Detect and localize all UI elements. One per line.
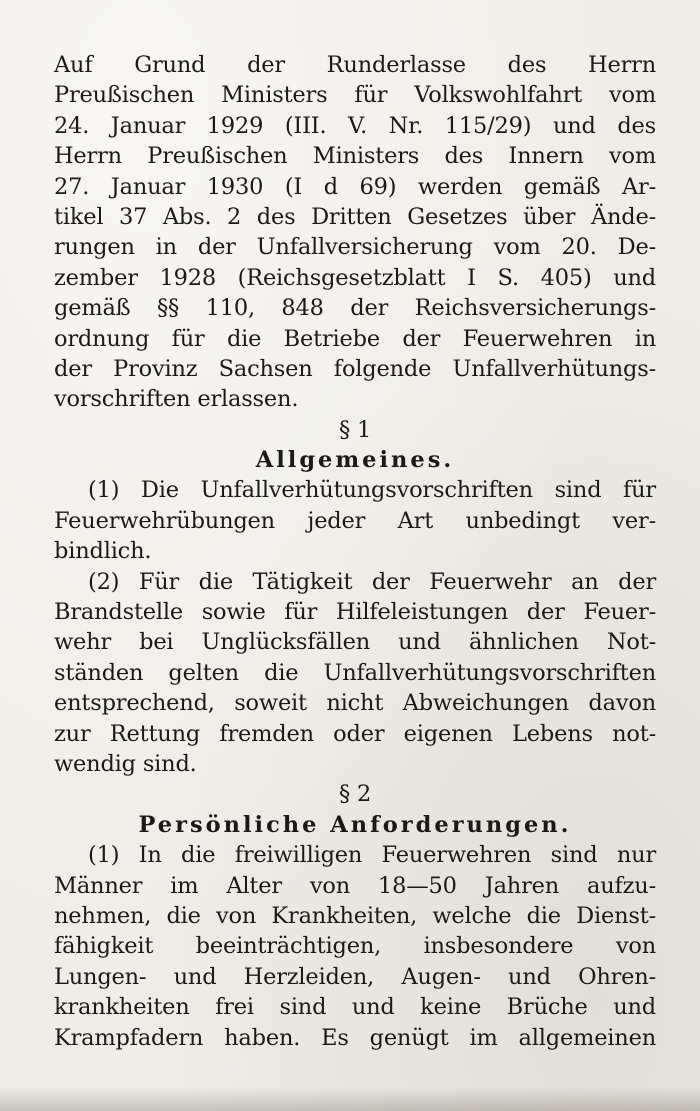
section-2 xyxy=(54,779,656,1053)
section-title: Allgemeines. xyxy=(255,447,455,474)
intro-paragraph xyxy=(54,50,656,415)
text-line: entsprechend, soweit nicht Abweichungen davon xyxy=(54,690,656,717)
text-line: (2) Für die Tätigkeit der Feuerwehr an der xyxy=(88,568,656,595)
document-text xyxy=(54,50,656,1053)
text-line: Männer im Alter von 18—50 Jahren aufzu- xyxy=(54,872,656,899)
text-line: 27. Januar 1930 (I d 69) werden gemäß Ar- xyxy=(54,173,656,200)
text-line: Lungen- und Herzleiden, Augen- und Ohren- xyxy=(54,963,656,990)
text-line: ordnung für die Betriebe der Feuerwehren in xyxy=(54,325,656,352)
text-line: krankheiten frei sind und keine Brüche und xyxy=(54,994,656,1021)
section-number: § 2 xyxy=(338,781,372,808)
text-line: fähigkeit beeinträchtigen, insbesondere von xyxy=(54,933,656,960)
text-line: Preußischen Ministers für Volkswohlfahrt vom xyxy=(54,82,656,109)
text-line: bindlich. xyxy=(54,538,152,565)
text-line: Auf Grund der Runderlasse des Herrn xyxy=(54,52,656,78)
text-line: der Provinz Sachsen folgende Unfallverhütungs- xyxy=(54,355,656,382)
text-line: nehmen, die von Krankheiten, welche die Dienst- xyxy=(54,902,656,929)
page-edge-shadow xyxy=(0,1087,700,1111)
text-line: rungen in der Unfallversicherung vom 20. De- xyxy=(54,234,656,261)
text-line: vorschriften erlassen. xyxy=(54,386,299,413)
text-line: Brandstelle sowie für Hilfeleistungen der Feuer- xyxy=(54,599,656,626)
text-line: (1) In die freiwilligen Feuerwehren sind nur xyxy=(88,842,656,869)
text-line: zur Rettung fremden oder eigenen Lebens not- xyxy=(54,720,656,747)
section-1 xyxy=(54,415,656,780)
text-line: 24. Januar 1929 (III. V. Nr. 115/29) und des xyxy=(54,112,656,139)
section-title: Persönliche Anforderungen. xyxy=(138,811,572,838)
text-line: ständen gelten die Unfallverhütungsvorschriften xyxy=(54,659,656,686)
section-number: § 1 xyxy=(338,416,372,443)
text-line: Krampfadern haben. Es genügt im allgemeinen xyxy=(54,1024,656,1051)
text-line: wendig sind. xyxy=(54,750,197,777)
text-line: (1) Die Unfallverhütungsvorschriften sind für xyxy=(88,477,656,504)
text-line: tikel 37 Abs. 2 des Dritten Gesetzes über Ände- xyxy=(54,203,656,230)
text-line: wehr bei Unglücksfällen und ähnlichen Not- xyxy=(54,629,656,656)
text-line: Herrn Preußischen Ministers des Innern vom xyxy=(54,143,656,170)
text-line: zember 1928 (Reichsgesetzblatt I S. 405) und xyxy=(54,264,656,291)
text-line: Feuerwehrübungen jeder Art unbedingt ver- xyxy=(54,507,656,534)
text-line: gemäß §§ 110, 848 der Reichsversicherungs- xyxy=(54,295,656,322)
